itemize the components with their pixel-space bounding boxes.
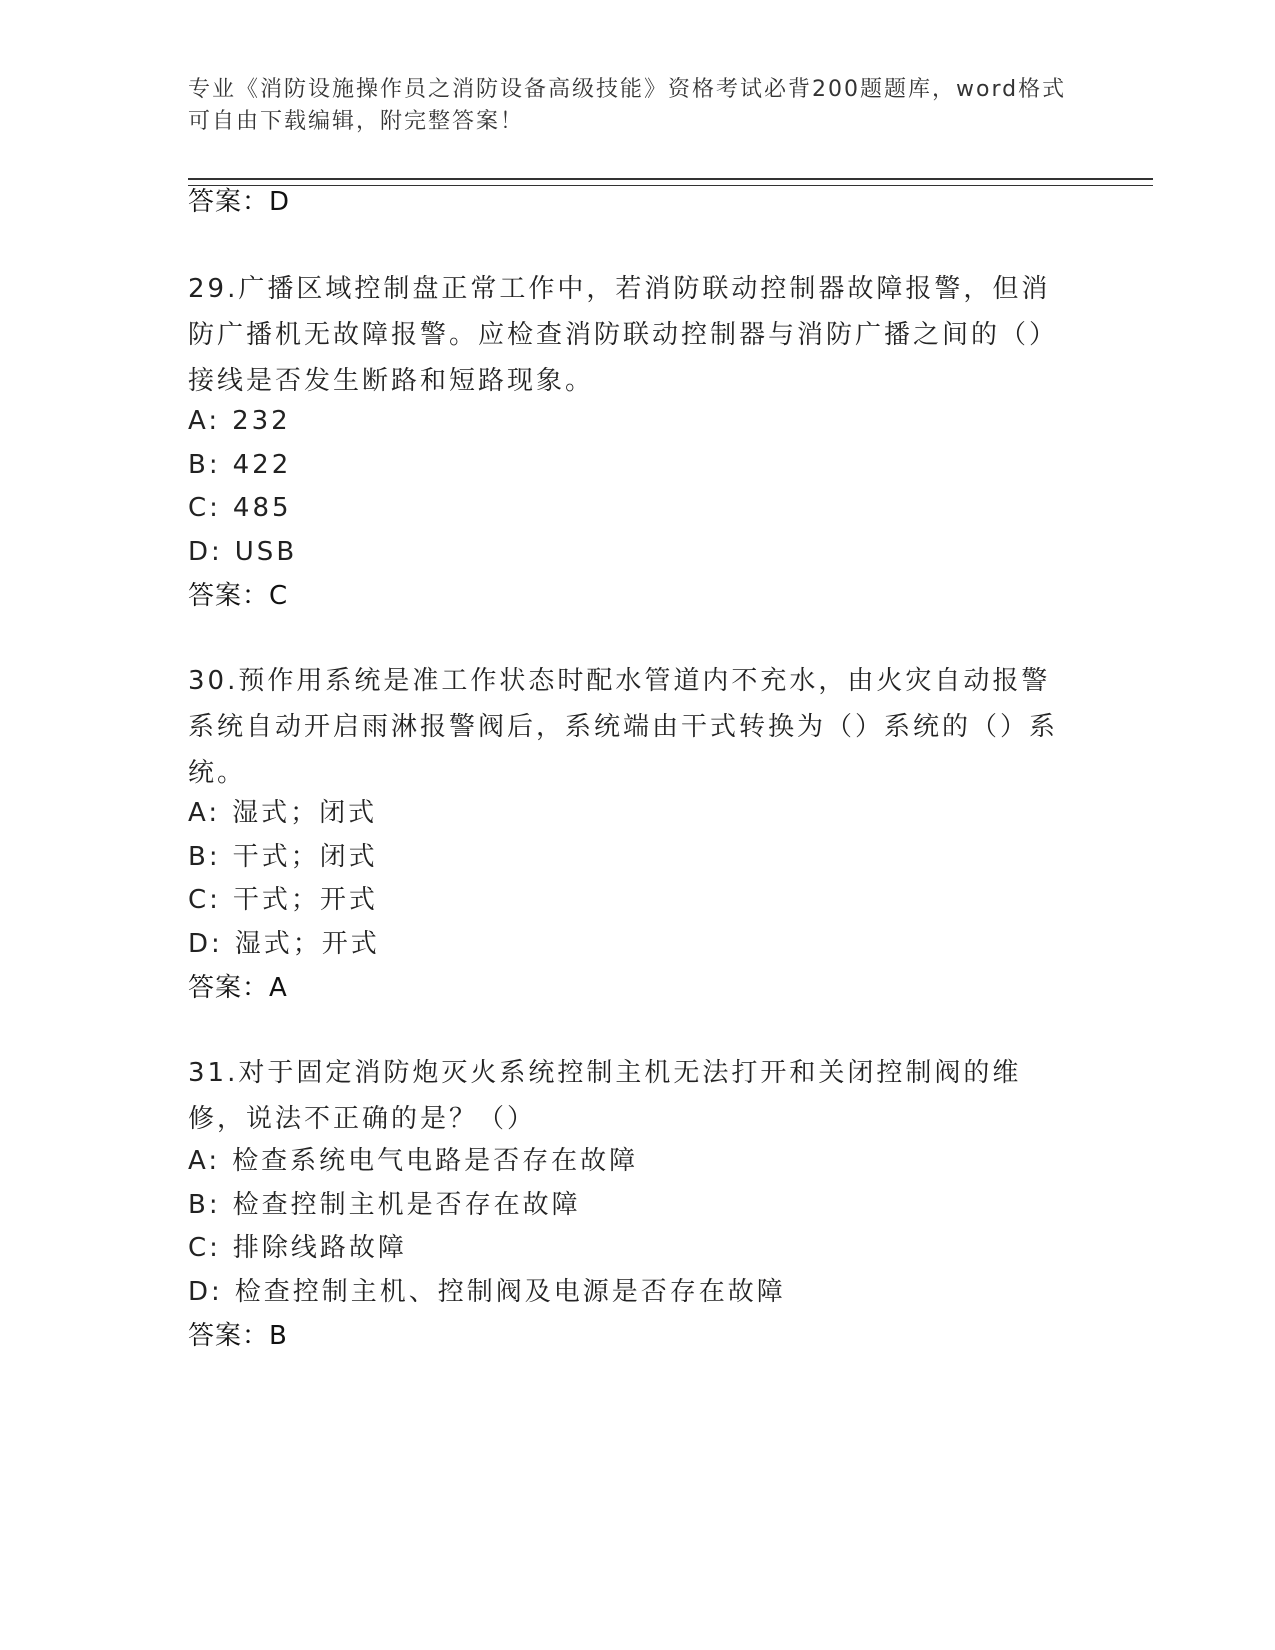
option-text: 检查控制主机、控制阀及电源是否存在故障 [234, 1277, 786, 1307]
option-text: 检查系统电气电路是否存在故障 [232, 1146, 639, 1176]
option-letter: A: [188, 1146, 221, 1176]
option-text: 485 [232, 493, 292, 523]
option-text: 检查控制主机是否存在故障 [232, 1190, 581, 1220]
option-text: 干式；闭式 [232, 842, 378, 872]
option-letter: C: [188, 885, 221, 915]
question-29-option-c [188, 492, 292, 524]
question-30-option-d [188, 928, 380, 960]
question-29-option-b [188, 449, 291, 481]
question-29-option-a [188, 405, 291, 437]
option-text: 湿式；开式 [234, 929, 380, 959]
option-letter: D: [188, 929, 223, 959]
option-text: 232 [232, 406, 291, 436]
question-29-answer: 答案：C [188, 581, 289, 611]
option-letter: B: [188, 450, 221, 480]
page-header: 专业《消防设施操作员之消防设备高级技能》资格考试必背200题题库，word格式可自由下载编辑，附完整答案！ [188, 77, 1067, 134]
question-31-option-c [188, 1232, 407, 1264]
option-letter: B: [188, 842, 221, 872]
question-31-answer: 答案：B [188, 1321, 288, 1351]
question-31-option-a [188, 1145, 638, 1177]
question-30-answer: 答案：A [188, 973, 288, 1003]
question-29-stem: 29.广播区域控制盘正常工作中，若消防联动控制器故障报警，但消防广播机无故障报警。应检查消防联动控制器与消防广播之间的（）接线是否发生断路和短路现象。 [188, 274, 1059, 396]
previous-answer: 答案：D [188, 187, 291, 217]
question-30-option-c [188, 884, 378, 916]
option-text: USB [234, 537, 298, 567]
option-letter: C: [188, 1233, 221, 1263]
question-30-option-b [188, 841, 378, 873]
question-31-option-d [188, 1276, 786, 1308]
option-letter: B: [188, 1190, 221, 1220]
option-text: 干式；开式 [232, 885, 378, 915]
option-text: 湿式；闭式 [232, 798, 378, 828]
option-letter: D: [188, 537, 223, 567]
option-text: 422 [232, 450, 292, 480]
question-29-option-d [188, 536, 297, 568]
question-30-stem: 30.预作用系统是准工作状态时配水管道内不充水，由火灾自动报警系统自动开启雨淋报警阀后，系统端由干式转换为（）系统的（）系统。 [188, 666, 1059, 788]
option-letter: A: [188, 406, 221, 436]
question-30-option-a [188, 797, 377, 829]
option-letter: D: [188, 1277, 223, 1307]
option-text: 排除线路故障 [232, 1233, 407, 1263]
option-letter: A: [188, 798, 221, 828]
header-divider [188, 178, 1153, 186]
option-letter: C: [188, 493, 221, 523]
question-31-option-b [188, 1189, 581, 1221]
question-31-stem: 31.对于固定消防炮灭火系统控制主机无法打开和关闭控制阀的维修，说法不正确的是？（） [188, 1058, 1022, 1134]
